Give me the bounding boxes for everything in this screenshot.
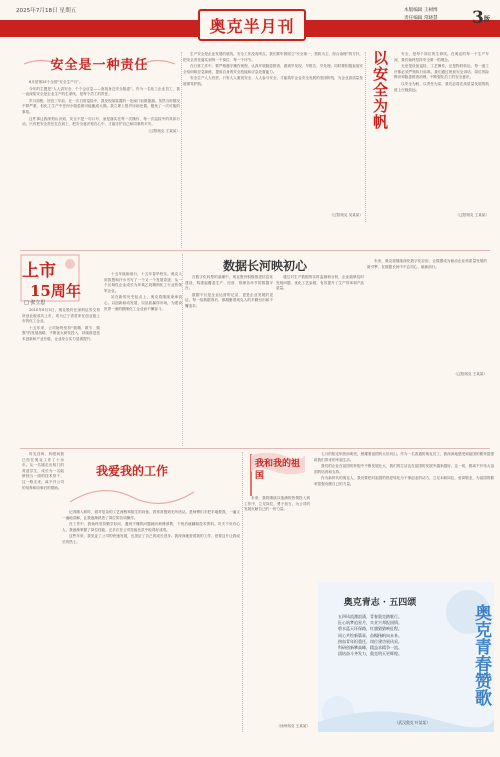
article-3-title: 以安全为帆 xyxy=(371,50,389,130)
review-label: 责任编辑 xyxy=(404,16,423,21)
issue-date: 2025年7月18日 星期五 xyxy=(16,8,77,14)
editor-label: 本版编辑 xyxy=(404,8,423,13)
paragraph: 通过对生产数据的实时监测和分析，企业能够及时发现问题、优化工艺参数，有效提升了生产效率和产品质量。 xyxy=(276,275,364,291)
paragraph: 在数字化转型的浪潮中，奥克股份积极推进信息化建设，构建起覆盖生产、经营、管理各环节的数据平台。 xyxy=(185,275,273,291)
article-5-title: 数据长河映初心 xyxy=(222,259,307,273)
logo-text: 奥克半月刊 xyxy=(209,16,295,36)
article-6-body-col2 xyxy=(62,510,240,732)
poem-line: 五四风流激浪涌，青春奥克踏歌行。 xyxy=(338,614,402,619)
masthead xyxy=(0,0,500,45)
article-6-title-art xyxy=(62,452,202,512)
article-1-title: 安全是一种责任 xyxy=(50,57,149,73)
paragraph: 以安全为帆，以责任为桨，我们必将在高质量发展的航道上行稳致远。 xyxy=(394,81,489,92)
article-1-signature: （辽阳奥克 王某某） xyxy=(146,128,180,133)
article-4-author: □ 张立思 xyxy=(24,300,46,306)
page-suffix: 版 xyxy=(484,16,491,23)
paragraph: 在日常工作中，要严格遵守操作规程，认真开展隐患排查，做到早发现、早报告、早处理。同时要积极参加安全培训和应急演练，提高自身的安全技能和应急处置能力。 xyxy=(183,64,363,74)
article-3-signature: （辽阳奥克 王某某） xyxy=(455,213,489,217)
poem-body xyxy=(338,614,428,714)
poem-line: 热血青年担重任，岗位建功展风采。 xyxy=(338,638,402,644)
article-6-signature: （扬州奥克 王某某） xyxy=(276,724,310,728)
article-4-title-line1: 上市 xyxy=(22,261,56,281)
paragraph: 作为新时代的奥克人，我们要把对祖国的热爱转化为干事创业的动力，立足本职岗位，爱岗敬业，为祖国的繁荣富强贡献自己的力量。 xyxy=(314,476,494,486)
column-divider xyxy=(242,452,243,732)
paragraph: 站在新的历史起点上，奥克将继续秉承初心，以创新驱动发展，以品质赢得市场，为建设世界一流的精细化工企业而不懈奋斗。 xyxy=(104,295,182,311)
poem-art-text: 奥克青春赞歌 xyxy=(471,604,491,706)
poem-title: 奥克青志 · 五四颂 xyxy=(343,597,417,608)
article-1-body xyxy=(22,80,180,248)
editor-name: 王树博 xyxy=(423,8,438,13)
poem-line: 碧水蓝天环保路，红旗猎猎映征程。 xyxy=(338,626,402,632)
article-4-title-line2: 15周年 xyxy=(30,282,81,300)
article-5-signature: （辽阳奥克 王某某） xyxy=(453,372,487,376)
paragraph: 我们的企业在祖国的怀抱中不断发展壮大，我们的生活也在祖国的发展中越来越好。这一切，都离不开伟大祖国的培育和支持。 xyxy=(314,464,494,474)
paragraph: 未来，奥克将继续深化数字化应用，让数据成为驱动企业高质量发展的新引擎，在数据长河中不忘初心、砥砺前行。 xyxy=(367,259,487,269)
column-divider xyxy=(181,52,182,248)
paragraph: 安全生产人人有责，只有人人重视安全、人人参与安全，才能筑牢企业安全发展的坚固防线，为企业高质量发展保驾护航。 xyxy=(183,76,363,86)
article-6-body-col3 xyxy=(244,496,310,726)
column-divider xyxy=(365,52,366,222)
paragraph: 这件事让我深刻认识到，安全不是一句口号，而是落实在每一次操作、每一次巡检中的具体行动。只有把安全责任扛在肩上，把安全意识刻在心中，才能守护自己和同事的平安。 xyxy=(22,116,180,127)
paragraph: 七月的阳光炽热而明亮，照耀着祖国的大好河山。作为一名普通的奥克员工，我深深地感受到祖国的繁荣富强给我们带来的幸福生活。 xyxy=(314,452,494,462)
poem-signature: （武汉奥克 叶某某） xyxy=(394,720,430,725)
paragraph: 6月是第24个全国“安全生产月”。 xyxy=(29,80,83,84)
paragraph: 今年的主题是“人人讲安全，个个会应急——查找身边安全隐患”。作为一名化工企业员工，我一直深知安全是企业生产的生命线，是每个员工的责任。 xyxy=(22,86,180,97)
title-decoration-icon xyxy=(62,452,202,512)
editor-credits xyxy=(404,7,438,23)
newspaper-logo xyxy=(198,9,306,41)
row-divider xyxy=(20,448,490,449)
paragraph: 安全，是每个岗位的生命线。在奥克的每一个生产车间，我们始终坚持安全第一的理念。 xyxy=(394,52,489,62)
paragraph: 未来，我将继续以饱满的热情投入到工作中，立足岗位，勇于担当，为公司的发展贡献自己的一份力量。 xyxy=(244,496,310,512)
article-6-title: 我爱我的工作 xyxy=(95,464,168,478)
paragraph: 2010年6月3日，奥克股份在深圳证券交易所创业板成功上市，成为辽宁省首家在创业板上市的化工企业。 xyxy=(22,308,100,324)
paragraph: 数据不仅是企业运营的记录，更是企业发展的见证。每一组数据背后，都凝聚着奥克人的辛勤付出和不懈追求。 xyxy=(185,292,273,308)
article-4-body-col2 xyxy=(104,272,182,446)
page-number: 3 xyxy=(472,8,484,28)
column-divider xyxy=(182,254,183,446)
article-4-body-col1 xyxy=(22,308,100,446)
paragraph: 在工作中，我始终坚持勤学好问，遇到不懂的问题就向师傅请教，下班后就翻阅技术资料。功夫不负有心人，我逐渐掌握了岗位技能，还多次在公司技能比武中取得好成绩。 xyxy=(62,522,240,532)
poem-line: 同心共绘新篇章，奋楫扬帆向未来。 xyxy=(338,632,402,638)
article-7-body xyxy=(314,452,494,577)
article-7-title-art xyxy=(245,450,311,498)
paragraph: 这些年来，我见证了公司的快速发展，也见证了自己的成长进步。我深深地爱着我的工作，爱着这片让我成长的热土。 xyxy=(62,534,240,544)
article-7-title: 我和我的祖国 xyxy=(255,459,301,481)
article-5-body-col1 xyxy=(185,275,273,383)
article-3-body xyxy=(394,52,489,212)
article-5-body-col3 xyxy=(367,259,487,377)
paragraph: 记得刚入职时，面对复杂的工艺流程和陌生的设备，我常常感到无所适从。是师傅们手把手地教我，一遍又一遍地讲解，让我逐渐熟悉了岗位的各项操作。 xyxy=(62,510,240,520)
row-divider xyxy=(20,250,490,251)
paragraph: 无论是设备巡检、工艺操作，还是物料转运，每一道工序都必须严格执行标准。我们通过班前安全讲话、岗位风险辨识和隐患排查治理，不断强化员工的安全意识。 xyxy=(394,64,489,80)
paragraph: 岁月如梭，回首三年前，在一次日常巡检中，我发现某装置的一处阀门轻微泄漏。虽然当时情况不算严重，但化工生产中任何小隐患都可能酿成大祸。我立即上报并协助处置，避免了一次可能的事故。 xyxy=(22,98,180,114)
article-6-body-col1 xyxy=(22,452,64,732)
paragraph: 时光荏苒，转眼间我已经在奥克工作了十余年。从一名刚走出校门的青涩学生，成长为一名能够独当一面的技术骨干，这一路走来，离不开公司的培养和同事们的帮助。 xyxy=(22,452,64,490)
article-2-body xyxy=(183,52,363,212)
article-5-body-col2 xyxy=(276,275,364,383)
review-name: 常晓慧 xyxy=(423,16,438,21)
poem-line: 匠心筑梦追星月，实业兴邦报国情。 xyxy=(338,620,402,626)
paragraph: 十五年来，公司始终坚持“做精、做专、做强”的发展战略，不断加大研发投入，持续推进技术创新和产业升级，企业综合实力显著提升。 xyxy=(22,325,100,341)
paragraph: 生产安全是企业发展的底线，安全工作没有终点。我们要牢固树立“安全第一、预防为主、综合治理”的方针，把安全责任落实到每一个岗位、每一个环节。 xyxy=(183,52,363,62)
article-2-signature: （辽阳奥克 吴某某） xyxy=(329,213,363,217)
poem-line: 科研创新攀高峰，精益求精争一流。 xyxy=(338,645,402,651)
paragraph: 十五年砥砺前行，十五年春华秋实。奥克人用智慧和汗水书写了一个又一个发展奇迹，从一个区域性企业成长为环氧乙烷精细化工行业的领军企业。 xyxy=(104,272,182,293)
poem-line: 团结奋斗齐发力，奥克明天更辉煌。 xyxy=(338,651,402,657)
